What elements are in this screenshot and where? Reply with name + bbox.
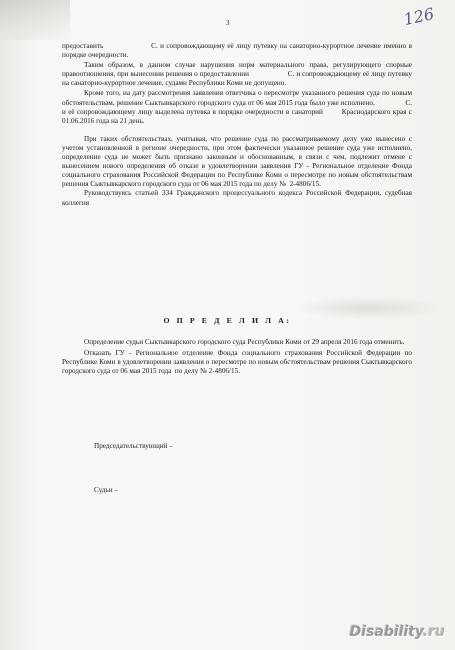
paragraph-4: При таких обстоятельствах, учитывая, что решение суда по рассматриваемому делу уже вынесено с учетом установленной в регионе очередности, при этом фактически указанное решение суда уже исполнено, определение суда не может быть признано законным и обоснованным, в связи с чем, подлежит отмене с вынесением нового определения об отказе в удовлетворении заявления ГУ - Региональное отделение Фонда социального страхования Российской Федерации по Республике Коми о пересмотре по новым обстоятельствам решения Сыктывкарского городского суда от 06 мая 2015 года по делу № 2-4806/15. xyxy=(62,134,414,189)
paragraph-6: Определение судьи Сыктывкарского городского суда Республики Коми от 29 апреля 2016 года отменить. xyxy=(84,338,405,346)
handwritten-page-number: 126 xyxy=(401,4,436,30)
presiding-judge-signature: Председательствующий – xyxy=(94,442,173,450)
watermark-site: Disability xyxy=(349,624,423,640)
judges-signature: Судьи – xyxy=(94,486,118,494)
page-number: 3 xyxy=(226,19,230,27)
ruling-heading: О П Р Е Д Е Л И Л А: xyxy=(163,316,292,325)
paragraph-1: предоставить С. и сопровождающему её лицу путевку на санаторно-курортное лечение именно в порядке очередности. xyxy=(62,42,414,60)
paragraph-5: Руководствуясь статьей 334 Гражданского процессуального кодекса Российской Федерации, судебная коллегия xyxy=(62,189,414,207)
folded-corner xyxy=(0,0,70,40)
body-text-ruling xyxy=(62,338,412,376)
body-text-top xyxy=(62,42,412,208)
paragraph-2: Таким образом, в данном случае нарушения норм материального права, регулирующего спорные правоотношения, при вынесении решения о предоставлении С. и сопровождающему её лицу путевку на санаторно-курортное лечение, судами Республики Коми не допущено. xyxy=(62,61,414,88)
site-watermark xyxy=(350,624,445,640)
paragraph-3: Кроме того, на дату рассмотрения заявления ответчика о пересмотре указанного решения суда по новым обстоятельствам, решение Сыктывкарского городского суда от 06 мая 2015 года было уже исполнено, С. и её сопровождающему лицу выделена путевка в порядке очередности в санаторий Краснодарского края с 01.06.2016 года на 21 день. xyxy=(62,89,414,125)
paragraph-7: Отказать ГУ - Региональное отделение Фонда социального страхования Российской Федерации по Республике Коми в удовлетворении заявления о пересмотре по новым обстоятельствам решения Сыктывкарского городского суда от 06 мая 2015 года по делу № 2-4806/15. xyxy=(62,349,414,376)
watermark-tld: .ru xyxy=(422,624,445,640)
